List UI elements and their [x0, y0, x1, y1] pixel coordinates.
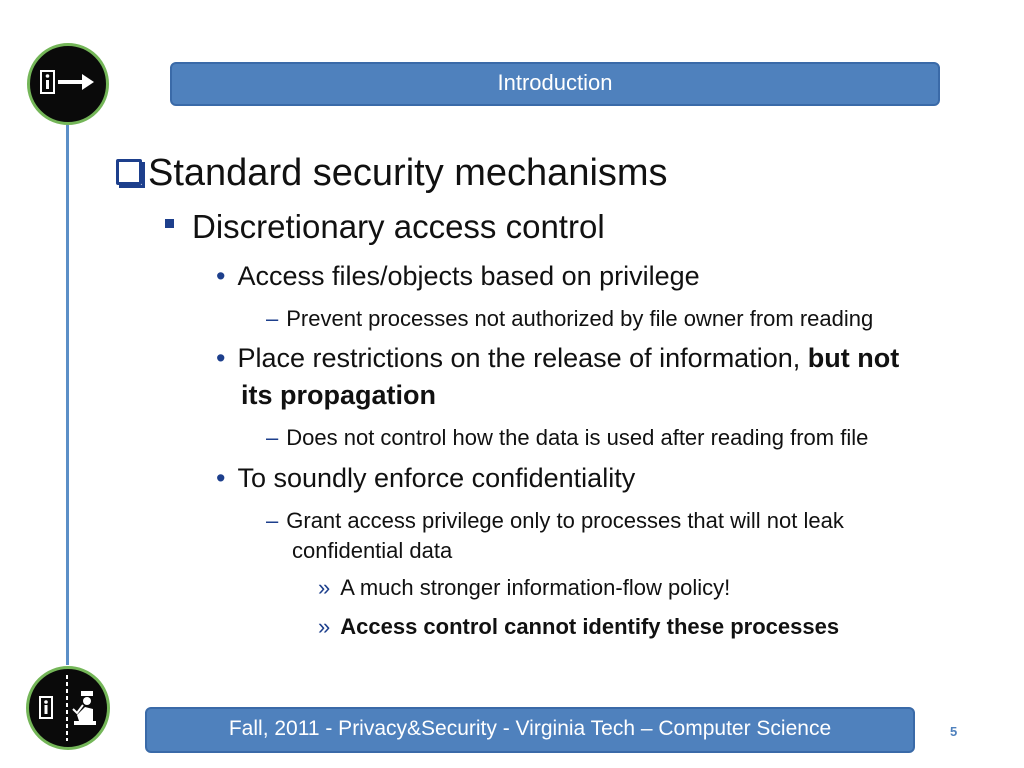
exit-door-icon [27, 43, 109, 125]
guard-checkpoint-icon [26, 666, 110, 750]
square-bullet-icon [165, 219, 174, 228]
bullet-level0 [116, 152, 668, 195]
raquo-text: A much stronger information-flow policy! [340, 575, 731, 600]
left-accent-line [66, 120, 69, 665]
dash-text: Prevent processes not authorized by file owner from reading [286, 306, 874, 331]
bullet-continuation [241, 380, 436, 411]
checkbox-bullet-icon [116, 159, 142, 185]
double-chevron-bullet-icon: » [318, 575, 331, 600]
bullet-bold-text: its propagation [241, 380, 436, 410]
dash-bullet-icon: – [266, 508, 279, 533]
bullet-soundly-enforce [216, 463, 635, 494]
raquo-bold-text: Access control cannot identify these processes [340, 614, 840, 639]
slide-footer: Fall, 2011 - Privacy&Security - Virginia Tech – Computer Science [145, 707, 915, 753]
dash-grant-access [266, 508, 844, 534]
slide-title: Introduction [170, 62, 940, 106]
bullet-bold-text: but not [807, 343, 900, 373]
dot-bullet-icon: • [216, 463, 226, 493]
raquo-stronger-policy [318, 575, 730, 601]
bullet-place-restrictions [216, 343, 899, 374]
dash-text: Does not control how the data is used after reading from file [286, 425, 869, 450]
dash-prevent-processes [266, 306, 873, 332]
dash-text: confidential data [292, 538, 453, 563]
dash-bullet-icon: – [266, 425, 279, 450]
bullet-text: To soundly enforce confidentiality [237, 463, 636, 493]
dot-bullet-icon: • [216, 343, 226, 373]
raquo-cannot-identify [318, 614, 839, 640]
subheading-text: Discretionary access control [192, 208, 605, 245]
bullet-level1 [165, 208, 605, 246]
bullet-access-files [216, 261, 700, 292]
page-number: 5 [950, 724, 958, 739]
dash-bullet-icon: – [266, 306, 279, 331]
bullet-text: Place restrictions on the release of information, [237, 343, 808, 373]
dash-text: Grant access privilege only to processes that will not leak [286, 508, 844, 533]
bullet-text: Access files/objects based on privilege [237, 261, 700, 291]
dot-bullet-icon: • [216, 261, 226, 291]
dash-does-not-control [266, 425, 868, 451]
heading-text: Standard security mechanisms [148, 152, 668, 194]
dash-continuation [292, 538, 452, 564]
double-chevron-bullet-icon: » [318, 614, 331, 639]
